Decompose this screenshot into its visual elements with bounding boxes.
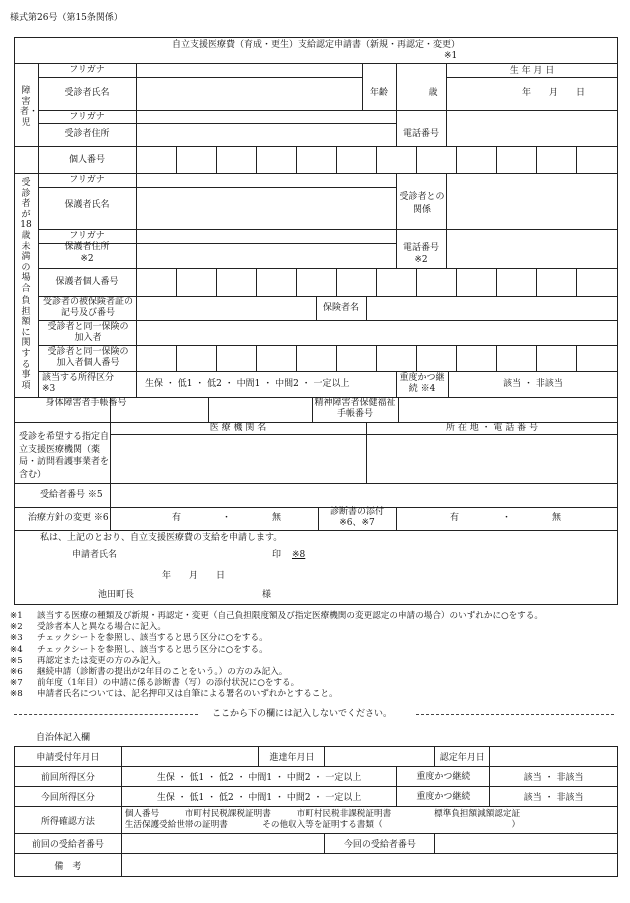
income-class-label: 該当する所得区分 ※3 — [42, 373, 115, 394]
recipient-number-field[interactable] — [111, 484, 617, 506]
side-label-guardian: 受診者が18歳未満の場合 — [20, 178, 32, 294]
age-label: 年齢 — [369, 88, 388, 98]
patient-address-field[interactable] — [137, 124, 395, 145]
cur-severe-label: 重度かつ継続 — [397, 787, 490, 807]
age-unit: 歳 — [428, 88, 438, 98]
furigana-label-guardian: フリガナ — [69, 175, 105, 185]
certificate-yes[interactable]: 有 — [450, 513, 460, 523]
patient-phone-field[interactable] — [447, 111, 617, 145]
relationship-label: 受診者との関係 — [399, 192, 445, 215]
received-date-label: 申請受付年月日 — [15, 747, 122, 767]
note-item — [10, 667, 287, 678]
application-date[interactable]: 年 月 日 — [162, 571, 226, 581]
note-text: 該当する医療の種類及び新規・再認定・変更（自己負担限度額及び指定医療機関の変更認定の申請の場合）のいずれかに○をする。 — [37, 611, 543, 621]
prev-severe-label: 重度かつ継続 — [397, 767, 490, 787]
guardian-number-label: 保護者個人番号 — [55, 277, 119, 287]
guardian-address-field[interactable] — [137, 244, 395, 267]
note-item — [10, 645, 268, 656]
note-key: ※6 — [10, 667, 23, 677]
guardian-phone-field[interactable] — [447, 230, 617, 267]
remarks-field[interactable] — [121, 854, 617, 877]
remarks-label: 備 考 — [15, 854, 122, 877]
office-table — [14, 746, 618, 877]
applicant-name-field[interactable] — [130, 547, 270, 561]
patient-address-label: 受診者住所 — [64, 129, 110, 139]
progress-date-label: 進達年月日 — [259, 747, 325, 767]
form-title: 自立支援医療費（育成・更生）支給認定申請書（新規・再認定・変更） — [171, 40, 460, 50]
same-insurance-field[interactable] — [137, 321, 617, 344]
same-insurance-number-field[interactable] — [137, 346, 617, 370]
insured-symbol-label: 受診者の被保険者証の記号及び番号 — [42, 297, 133, 318]
guardian-phone-label: 電話番号 ※2 — [402, 243, 439, 265]
note-key: ※7 — [10, 678, 23, 689]
note-key: ※2 — [10, 622, 23, 633]
certificate-label: 診断書の添付 ※6、※7 — [329, 507, 384, 528]
facility-name-field[interactable] — [111, 435, 365, 482]
confirm-method-options[interactable] — [121, 807, 617, 834]
confirm-method-label: 所得確認方法 — [15, 807, 122, 834]
mayor-label: 池田町長 — [98, 590, 135, 600]
furigana-label-guardian-address: フリガナ — [69, 231, 105, 241]
prev-number-field[interactable] — [121, 834, 325, 854]
personal-number-label: 個人番号 — [68, 155, 105, 165]
prev-income-label: 前回所得区分 — [15, 767, 122, 787]
note-key: ※4 — [10, 644, 23, 655]
note-item — [10, 622, 166, 633]
note-text: 受診者本人と異なる場合に記入。 — [37, 622, 166, 633]
note-key: ※8 — [10, 689, 23, 700]
treatment-no[interactable]: 無 — [272, 513, 282, 523]
furigana-label: フリガナ — [69, 65, 105, 75]
facility-address-field[interactable] — [367, 435, 617, 482]
certificate-no[interactable]: 無 — [552, 513, 562, 523]
office-section-title: 自治体記入欄 — [36, 733, 91, 743]
note-item — [10, 656, 166, 667]
insurer-name-field[interactable] — [367, 297, 617, 319]
prev-number-label: 前回の受給者番号 — [15, 834, 122, 854]
mental-book-field[interactable] — [399, 398, 617, 421]
note-key: ※3 — [10, 633, 23, 644]
note-text: チェックシートを参照し、該当すると思う区分に○をする。 — [37, 644, 268, 655]
personal-number-field[interactable] — [137, 147, 617, 172]
birth-label: 生 年 月 日 — [509, 66, 555, 76]
treatment-change-label: 治療方針の変更 ※6 — [28, 513, 109, 523]
note-key: ※1 — [10, 611, 23, 621]
facility-name-header: 医 療 機 関 名 — [209, 423, 267, 433]
applicant-name-label: 申請者氏名 — [72, 550, 118, 560]
treatment-dot: ・ — [222, 513, 232, 523]
cut-line-text: ここから下の欄には記入しないでください。 — [212, 709, 393, 719]
approved-date-label: 認定年月日 — [435, 747, 490, 767]
recipient-number-label: 受給者番号 ※5 — [40, 490, 103, 500]
prev-income-options[interactable]: 生保 ・ 低1 ・ 低2 ・ 中間1 ・ 中間2 ・ 一定以上 — [121, 767, 397, 787]
guardian-address-label: 保護者住所 ※2 — [64, 242, 110, 264]
seal-label: 印 — [272, 550, 282, 560]
progress-date-field[interactable] — [325, 747, 435, 767]
income-options[interactable]: 生保 ・ 低1 ・ 低2 ・ 中間1 ・ 中間2 ・ 一定以上 — [145, 379, 350, 389]
note-text: 再認定または変更の方のみ記入。 — [37, 655, 166, 666]
cur-applicable-options[interactable]: 該当 ・ 非該当 — [490, 787, 618, 807]
confirm-line-1: 個人番号 市町村民税課税証明書 市町村民税非課税証明書 標準負担額減額認定証 — [124, 809, 521, 819]
honorific: 様 — [262, 590, 272, 600]
cur-number-field[interactable] — [435, 834, 618, 854]
treatment-yes[interactable]: 有 — [172, 513, 182, 523]
approved-date-field[interactable] — [490, 747, 618, 767]
declaration-text: 私は、上記のとおり、自立支援医療費の支給を申請します。 — [40, 533, 283, 543]
side-label-burden: 負担額に関する事項 — [21, 296, 31, 391]
severe-applicable-options[interactable]: 該当 ・ 非該当 — [503, 379, 563, 389]
same-insurance-number-label: 受診者と同一保険の加入者個人番号 — [47, 347, 129, 368]
note-item — [10, 678, 299, 689]
cur-income-options[interactable]: 生保 ・ 低1 ・ 低2 ・ 中間1 ・ 中間2 ・ 一定以上 — [121, 787, 397, 807]
confirm-line-2: 生活保護受給世帯の証明書 その他収入等を証明する書類（ ） — [124, 820, 521, 830]
phone-label: 電話番号 — [402, 129, 439, 139]
side-label-patient: 障害者・児 — [20, 86, 39, 128]
insured-symbol-field[interactable] — [137, 297, 315, 319]
title-note: ※1 — [444, 51, 458, 61]
furigana-label-address: フリガナ — [69, 112, 105, 122]
insurer-name-label: 保険者名 — [322, 303, 359, 313]
note-key: ※5 — [10, 655, 23, 666]
received-date-field[interactable] — [121, 747, 259, 767]
note-item — [10, 633, 268, 644]
cur-income-label: 今回所得区分 — [15, 787, 122, 807]
disability-book-label: 身体障害者手帳番号 — [45, 398, 127, 408]
guardian-number-field[interactable] — [137, 269, 617, 295]
guardian-name-field[interactable] — [137, 188, 395, 228]
relationship-field[interactable] — [447, 174, 617, 228]
patient-name-field[interactable] — [137, 78, 361, 109]
mental-book-label: 精神障害者保健福祉手帳番号 — [314, 398, 396, 419]
form-number: 様式第26号（第15条関係） — [10, 13, 123, 23]
note-item — [10, 611, 543, 622]
note-text: 前年度（1年目）の申請に係る診断書（写）の添付状況に○をする。 — [37, 678, 300, 689]
prev-applicable-options[interactable]: 該当 ・ 非該当 — [490, 767, 618, 787]
guardian-name-label: 保護者氏名 — [64, 200, 110, 210]
disability-book-field[interactable] — [137, 398, 207, 421]
facility-address-header: 所 在 地 ・ 電 話 番 号 — [445, 423, 539, 433]
severe-label: 重度かつ継続 ※4 — [399, 373, 445, 394]
patient-name-label: 受診者氏名 — [64, 88, 110, 98]
seal-note: ※8 — [292, 550, 306, 560]
note-item — [10, 689, 338, 700]
facility-label: 受診を希望する指定自立支援医療機関（薬局・訪問看護事業者を含む） — [19, 432, 110, 480]
same-insurance-label: 受診者と同一保険の加入者 — [47, 322, 129, 343]
certificate-dot: ・ — [502, 513, 512, 523]
note-text: 申請者氏名については、記名押印又は自筆による署名のいずれかとすること。 — [37, 689, 338, 700]
cur-number-label: 今回の受給者番号 — [325, 834, 435, 854]
note-text: 継続申請（診断書の提出が2年目のことをいう。）の方のみ記入。 — [37, 667, 288, 677]
birth-units: 年 月 日 — [522, 88, 586, 98]
note-text: チェックシートを参照し、該当すると思う区分に○をする。 — [37, 633, 268, 644]
